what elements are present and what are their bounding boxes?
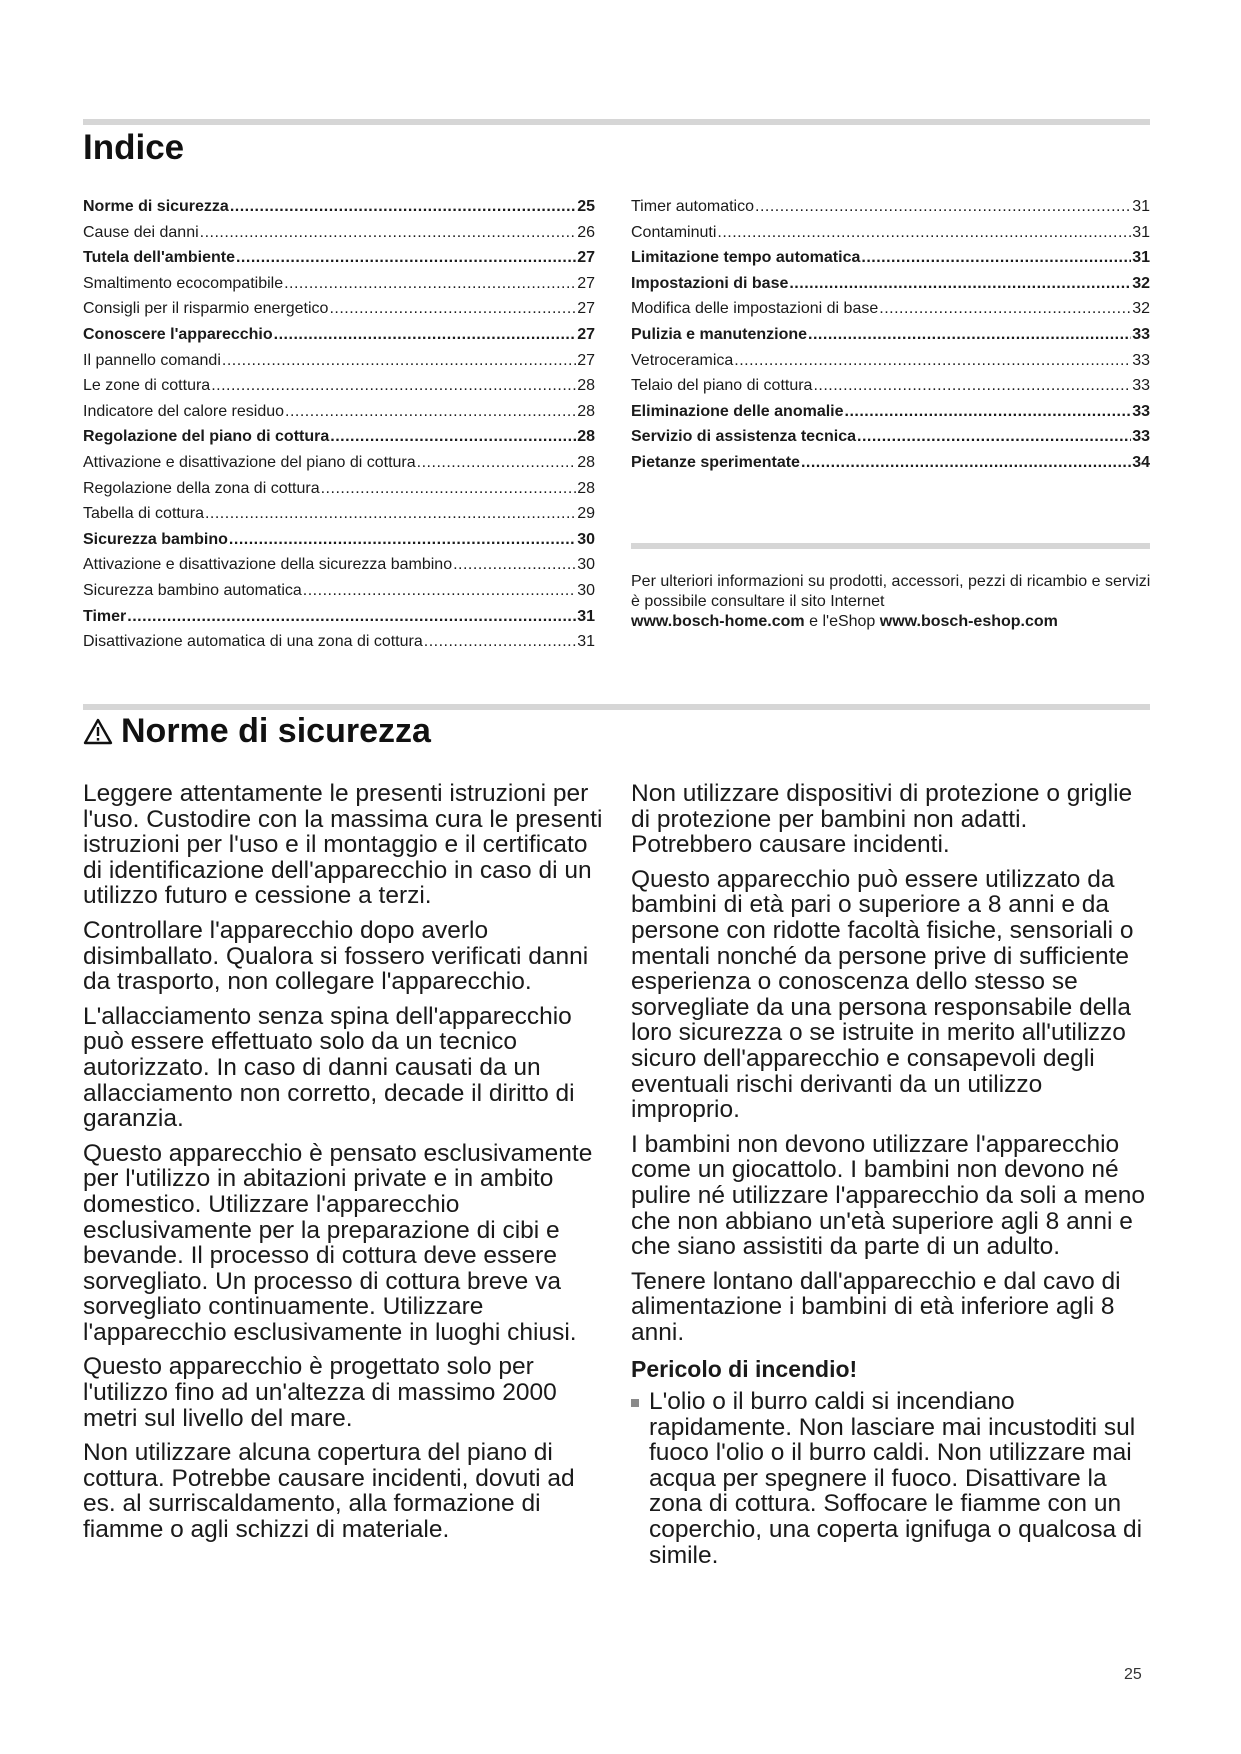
index-title: Indice	[83, 128, 185, 167]
fire-bullet-text: L'olio o il burro caldi si incendiano rapidamente. Non lasciare mai incustoditi sul fuoco l'olio o il burro caldi. Non utilizzare mai acqua per spegnere il fuoco. Disattivare la zona di cottura. Soffocare le fiamme con un coperchio, una coperta ignifuga o qualcosa di simile.	[649, 1388, 1143, 1569]
toc-entry-label: Indicatore del calore residuo	[83, 402, 285, 420]
toc-entry-page: 27	[577, 325, 595, 343]
toc-entry[interactable]	[631, 348, 1150, 374]
toc-entry[interactable]	[83, 296, 595, 322]
toc-entry[interactable]	[83, 373, 595, 399]
toc-leader-dots	[717, 220, 1131, 246]
safety-title	[83, 712, 431, 754]
toc-leader-dots	[755, 194, 1131, 220]
toc-entry-label: Attivazione e disattivazione della sicurezza bambino	[83, 556, 453, 574]
safety-left-column	[83, 781, 603, 1552]
fire-bullet	[631, 1389, 1151, 1568]
toc-entry[interactable]	[83, 220, 595, 246]
toc-entry-page: 28	[577, 479, 595, 497]
toc-leader-dots	[861, 245, 1131, 271]
safety-paragraph: L'allacciamento senza spina dell'apparecchio può essere effettuato solo da un tecnico autorizzato. In caso di danni causati da un allacciamento non corretto, decade il diritto di garanzia.	[83, 1002, 575, 1133]
toc-entry-label: Timer automatico	[631, 198, 754, 215]
safety-paragraph: Non utilizzare alcuna copertura del piano di cottura. Potrebbe causare incidenti, dovuti ad es. al surriscaldamento, alla formazione di fiamme o agli schizzi di materiale.	[83, 1439, 575, 1544]
toc-leader-dots	[453, 552, 576, 578]
toc-entry[interactable]	[83, 450, 595, 476]
toc-entry-page: 30	[577, 530, 595, 548]
toc-entry-page: 27	[577, 351, 595, 369]
safety-right-column	[631, 781, 1151, 1568]
toc-leader-dots	[127, 604, 576, 630]
toc-entry-page: 29	[577, 505, 595, 523]
toc-leader-dots	[857, 424, 1131, 450]
toc-entry[interactable]	[83, 527, 595, 553]
toc-entry[interactable]	[631, 296, 1150, 322]
toc-entry-label: Modifica delle impostazioni di base	[631, 300, 879, 318]
toc-leader-dots	[845, 399, 1132, 425]
bullet-square-icon	[631, 1399, 639, 1407]
toc-entry-label: Il pannello comandi	[83, 351, 221, 369]
toc-entry-page: 25	[577, 198, 595, 215]
toc-entry[interactable]	[631, 220, 1150, 246]
toc-entry[interactable]	[83, 552, 595, 578]
toc-entry-label: Pietanze sperimentate	[631, 453, 800, 471]
toc-leader-dots	[329, 296, 576, 322]
toc-entry-label: Regolazione della zona di cottura	[83, 479, 320, 497]
toc-leader-dots	[789, 271, 1131, 297]
toc-entry-label: Limitazione tempo automatica	[631, 249, 861, 267]
toc-entry-label: Timer	[83, 607, 127, 625]
toc-entry[interactable]	[631, 424, 1150, 450]
safety-title-text: Norme di sicurezza	[121, 712, 431, 750]
toc-entry-label: Attivazione e disattivazione del piano di cottura	[83, 453, 416, 471]
toc-entry-page: 31	[1132, 223, 1150, 241]
toc-entry-label: Norme di sicurezza	[83, 198, 229, 215]
toc-entry[interactable]	[83, 271, 595, 297]
toc-entry[interactable]	[631, 194, 1150, 220]
toc-entry-page: 33	[1132, 325, 1150, 343]
toc-entry-label: Vetroceramica	[631, 351, 734, 369]
toc-leader-dots	[303, 578, 576, 604]
toc-entry[interactable]	[631, 399, 1150, 425]
toc-leader-dots	[222, 348, 576, 374]
toc-entry-page: 33	[1132, 351, 1150, 369]
toc-right	[631, 194, 1150, 476]
toc-entry-page: 33	[1132, 377, 1150, 395]
toc-entry-label: Consigli per il risparmio energetico	[83, 300, 329, 318]
toc-entry-page: 31	[1132, 249, 1150, 267]
toc-entry-page: 31	[1132, 198, 1150, 215]
toc-entry-page: 30	[577, 581, 595, 599]
safety-paragraph: Leggere attentamente le presenti istruzioni per l'uso. Custodire con la massima cura le presenti istruzioni per l'uso e il montaggio e il certificato di identificazione dell'apparecchio in caso di un utilizzo futuro e cessione a terzi.	[83, 780, 603, 910]
toc-entry-label: Le zone di cottura	[83, 377, 211, 395]
toc-entry[interactable]	[83, 578, 595, 604]
top-rule	[83, 119, 1150, 125]
fire-danger-heading: Pericolo di incendio!	[631, 1356, 858, 1383]
toc-entry-label: Impostazioni di base	[631, 274, 789, 292]
toc-entry-page: 30	[577, 556, 595, 574]
toc-leader-dots	[321, 476, 577, 502]
toc-entry-label: Tabella di cottura	[83, 505, 204, 523]
toc-entry-page: 27	[577, 300, 595, 318]
toc-entry-label: Regolazione del piano di cottura	[83, 428, 330, 446]
toc-leader-dots	[801, 450, 1131, 476]
toc-entry[interactable]	[83, 348, 595, 374]
toc-entry[interactable]	[83, 245, 595, 271]
toc-entry-page: 28	[577, 402, 595, 420]
toc-leader-dots	[230, 194, 576, 220]
toc-entry-page: 28	[577, 377, 595, 395]
toc-leader-dots	[284, 271, 576, 297]
info-rule	[631, 543, 1150, 549]
toc-entry-label: Cause dei danni	[83, 223, 199, 241]
toc-entry-label: Telaio del piano di cottura	[631, 377, 813, 395]
toc-entry[interactable]	[83, 604, 595, 630]
toc-leader-dots	[200, 220, 577, 246]
safety-paragraph: Non utilizzare dispositivi di protezione o griglie di protezione per bambini non adatti. Potrebbero causare incidenti.	[631, 780, 1133, 859]
toc-leader-dots	[808, 322, 1131, 348]
toc-entry-page: 33	[1132, 428, 1150, 446]
safety-paragraph: Tenere lontano dall'apparecchio e dal cavo di alimentazione i bambini di età inferiore agli 8 anni.	[631, 1267, 1121, 1346]
page-number: 25	[1124, 1666, 1142, 1683]
toc-entry[interactable]	[631, 271, 1150, 297]
toc-entry-label: Smaltimento ecocompatibile	[83, 274, 284, 292]
toc-left	[83, 194, 595, 655]
toc-leader-dots	[330, 424, 576, 450]
toc-entry-page: 28	[577, 453, 595, 471]
toc-leader-dots	[211, 373, 576, 399]
toc-leader-dots	[879, 296, 1131, 322]
info-mid: e l'eShop	[809, 613, 876, 630]
toc-entry-label: Conoscere l'apparecchio	[83, 325, 273, 343]
toc-leader-dots	[236, 245, 576, 271]
safety-paragraph: Controllare l'apparecchio dopo averlo disimballato. Qualora si fossero verificati danni da trasporto, non collegare l'apparecchio.	[83, 916, 589, 996]
toc-entry[interactable]	[83, 424, 595, 450]
toc-entry[interactable]	[83, 501, 595, 527]
link-bosch-eshop[interactable]: www.bosch-eshop.com	[879, 613, 1058, 630]
toc-entry-label: Tutela dell'ambiente	[83, 249, 235, 267]
info-block	[631, 572, 1151, 632]
toc-entry-label: Sicurezza bambino	[83, 530, 228, 548]
safety-paragraph: I bambini non devono utilizzare l'apparecchio come un giocattolo. I bambini non devono né pulire né utilizzare l'apparecchio da soli a meno che non abbiano un'età superiore agli 8 anni e che siano assistiti da parte di un adulto.	[631, 1130, 1146, 1261]
toc-entry-label: Disattivazione automatica di una zona di cottura	[83, 633, 423, 651]
toc-leader-dots	[417, 450, 577, 476]
toc-entry-page: 32	[1132, 274, 1150, 292]
toc-entry-page: 27	[577, 274, 595, 292]
toc-leader-dots	[205, 501, 576, 527]
toc-entry[interactable]	[83, 476, 595, 502]
toc-entry-label: Contaminuti	[631, 223, 717, 241]
toc-entry[interactable]	[83, 322, 595, 348]
link-bosch-home[interactable]: www.bosch-home.com	[631, 613, 805, 630]
toc-entry-page: 27	[577, 249, 595, 267]
toc-entry-page: 26	[577, 223, 595, 241]
warning-triangle-icon	[83, 715, 113, 754]
toc-leader-dots	[285, 399, 576, 425]
toc-leader-dots	[813, 373, 1131, 399]
toc-entry-page: 34	[1132, 453, 1150, 471]
toc-entry-page: 32	[1132, 300, 1150, 318]
toc-entry-page: 31	[577, 633, 595, 651]
toc-entry-label: Pulizia e manutenzione	[631, 325, 808, 343]
toc-entry[interactable]	[631, 373, 1150, 399]
toc-leader-dots	[274, 322, 577, 348]
safety-paragraph: Questo apparecchio è progettato solo per l'utilizzo fino ad un'altezza di massimo 2000 metri sul livello del mare.	[83, 1353, 557, 1432]
toc-entry[interactable]	[631, 450, 1150, 476]
toc-leader-dots	[734, 348, 1131, 374]
toc-entry-page: 28	[577, 428, 595, 446]
toc-entry-label: Sicurezza bambino automatica	[83, 581, 302, 599]
safety-paragraph: Questo apparecchio è pensato esclusivamente per l'utilizzo in abitazioni private e in ambito domestico. Utilizzare l'apparecchio esclusivamente per la preparazione di cibi e bevande. Il processo di cottura deve essere sorvegliato. Un processo di cottura breve va sorvegliato continuamente. Utilizzare l'apparecchio esclusivamente in luoghi chiusi.	[83, 1139, 593, 1346]
toc-leader-dots	[229, 527, 576, 553]
toc-entry[interactable]	[83, 629, 595, 655]
info-text: Per ulteriori informazioni su prodotti, accessori, pezzi di ricambio e servizi è possibile consultare il sito Internet	[631, 573, 1151, 610]
toc-leader-dots	[424, 629, 576, 655]
toc-entry[interactable]	[631, 322, 1150, 348]
toc-entry[interactable]	[83, 194, 595, 220]
toc-entry[interactable]	[83, 399, 595, 425]
toc-entry[interactable]	[631, 245, 1150, 271]
safety-rule	[83, 704, 1150, 710]
toc-entry-page: 33	[1132, 402, 1150, 420]
toc-entry-label: Eliminazione delle anomalie	[631, 402, 844, 420]
safety-paragraph: Questo apparecchio può essere utilizzato da bambini di età pari o superiore a 8 anni e da persone con ridotte facoltà fisiche, sensoriali o mentali nonché da persone prive di sufficiente esperienza o conoscenza dello stesso se sorvegliate da una persona responsabile della loro sicurezza o se istruite in merito all'utilizzo sicuro dell'apparecchio e consapevoli degli eventuali rischi derivanti da un utilizzo improprio.	[631, 865, 1134, 1124]
toc-entry-page: 31	[577, 607, 595, 625]
toc-entry-label: Servizio di assistenza tecnica	[631, 428, 856, 446]
